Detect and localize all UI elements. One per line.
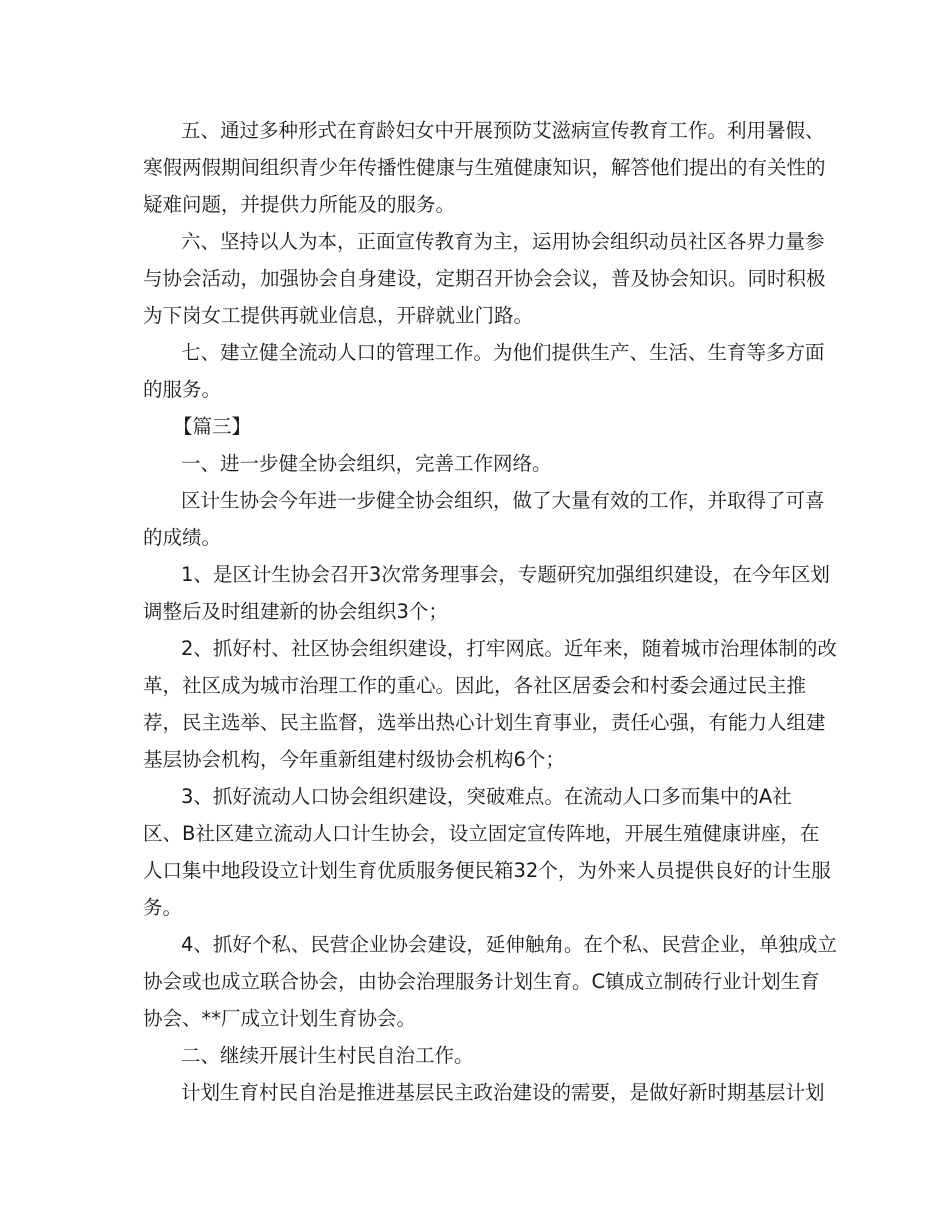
paragraph-7-line-1: 七、建立健全流动人口的管理工作。为他们提供生产、生活、生育等多方面 [181, 341, 825, 364]
intro-line-2: 的成绩。 [143, 526, 222, 549]
paragraph-5-line-3: 疑难问题，并提供力所能及的服务。 [143, 193, 456, 216]
item-3-line-4: 务。 [143, 896, 183, 919]
item-3-line-1: 3、抓好流动人口协会组织建设，突破难点。在流动人口多而集中的A社 [181, 785, 792, 808]
item-4-line-1: 4、抓好个私、民营企业协会建设，延伸触角。在个私、民营企业，单独成立 [181, 933, 837, 956]
item-2-line-3: 荐，民主选举、民主监督，选举出热心计划生育事业，责任心强，有能力人组建 [143, 711, 826, 734]
heading-1: 一、进一步健全协会组织，完善工作网络。 [181, 452, 552, 475]
intro-line-1: 区计生协会今年进一步健全协会组织，做了大量有效的工作，并取得了可喜 [181, 489, 825, 512]
paragraph-6-line-2: 与协会活动，加强协会自身建设，定期召开协会会议，普及协会知识。同时积极 [143, 267, 826, 290]
section-heading: 【篇三】 [173, 415, 252, 438]
item-2-line-2: 革，社区成为城市治理工作的重心。因此，各社区居委会和村委会通过民主推 [143, 674, 807, 697]
item-2-line-1: 2、抓好村、社区协会组织建设，打牢网底。近年来，随着城市治理体制的改 [181, 637, 837, 660]
item-4-line-2: 协会或也成立联合协会，由协会治理服务计划生育。C镇成立制砖行业计划生育 [143, 970, 820, 993]
heading-2: 二、继续开展计生村民自治工作。 [181, 1044, 474, 1067]
paragraph-7-line-2: 的服务。 [143, 378, 222, 401]
paragraph-5-line-1: 五、通过多种形式在育龄妇女中开展预防艾滋病宣传教育工作。利用暑假、 [181, 119, 825, 142]
paragraph-6-line-1: 六、坚持以人为本，正面宣传教育为主，运用协会组织动员社区各界力量参 [181, 230, 825, 253]
final-paragraph-line-1: 计划生育村民自治是推进基层民主政治建设的需要，是做好新时期基层计划 [181, 1081, 825, 1104]
item-3-line-2: 区、B社区建立流动人口计生协会，设立固定宣传阵地，开展生殖健康讲座，在 [143, 822, 820, 845]
item-1-line-2: 调整后及时组建新的协会组织3个； [143, 600, 448, 623]
paragraph-5-line-2: 寒假两假期间组织青少年传播性健康与生殖健康知识，解答他们提出的有关性的 [143, 156, 826, 179]
item-2-line-4: 基层协会机构，今年重新组建村级协会机构6个； [143, 748, 565, 771]
item-3-line-3: 人口集中地段设立计划生育优质服务便民箱32个，为外来人员提供良好的计生服 [143, 859, 831, 882]
item-1-line-1: 1、是区计生协会召开3次常务理事会，专题研究加强组织建设，在今年区划 [181, 563, 830, 586]
item-4-line-3: 协会、**厂成立计划生育协会。 [143, 1007, 417, 1030]
paragraph-6-line-3: 为下岗女工提供再就业信息，开辟就业门路。 [143, 304, 534, 327]
